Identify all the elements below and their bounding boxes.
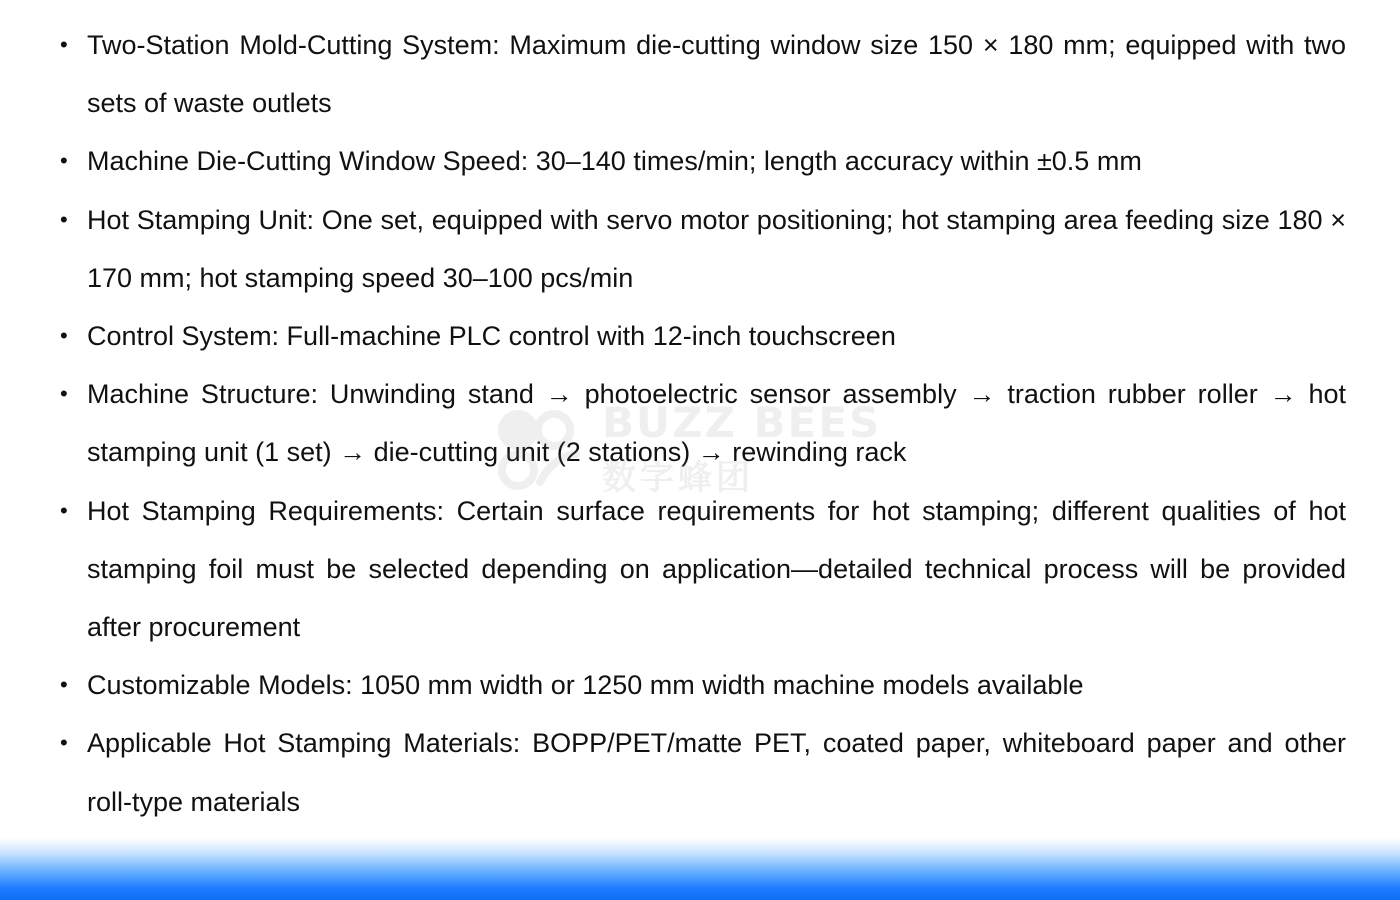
spec-item-machine-structure	[60, 365, 1346, 481]
bullet-icon: •	[60, 497, 68, 523]
spec-list	[0, 16, 1400, 831]
spec-item-window-speed	[60, 132, 1346, 190]
spec-item-text: Applicable Hot Stamping Materials: BOPP/PET/matte PET, coated paper, whiteboard paper and other roll-type materials	[87, 728, 1346, 817]
spec-item-hot-stamping-unit	[60, 191, 1346, 307]
spec-item-text: Customizable Models: 1050 mm width or 1250 mm width machine models available	[87, 670, 1084, 701]
spec-item-text: Machine Structure: Unwinding stand → photoelectric sensor assembly → traction rubber roller → hot stamping unit (1 set) → die-cutting unit (2 stations) → rewinding rack	[87, 379, 1346, 468]
spec-item-text: Machine Die-Cutting Window Speed: 30–140 times/min; length accuracy within ±0.5 mm	[87, 146, 1142, 177]
bullet-icon: •	[60, 672, 68, 698]
bullet-icon: •	[60, 730, 68, 756]
bullet-icon: •	[60, 206, 68, 232]
footer-gradient-band	[0, 838, 1400, 900]
spec-item-customizable-models	[60, 656, 1346, 714]
spec-item-control-system	[60, 307, 1346, 365]
bullet-icon: •	[60, 381, 68, 407]
spec-item-text: Control System: Full-machine PLC control with 12-inch touchscreen	[87, 321, 896, 352]
watermark-text-en: BUZZ BEES	[602, 398, 882, 447]
spec-item-text: Hot Stamping Requirements: Certain surface requirements for hot stamping; different qualities of hot stamping foil must be selected depending on application—detailed technical process will be provided after procurement	[87, 495, 1346, 643]
spec-item-applicable-materials	[60, 714, 1346, 830]
bullet-icon: •	[60, 32, 68, 57]
spec-item-text: Hot Stamping Unit: One set, equipped with servo motor positioning; hot stamping area feeding size 180 × 170 mm; hot stamping speed 30–100 pcs/min	[87, 204, 1346, 293]
bullet-icon: •	[60, 323, 68, 349]
watermark-text-cn: 数字蜂团	[602, 458, 754, 498]
spec-item-hot-stamping-requirements	[60, 482, 1346, 657]
spec-item-text: Two-Station Mold-Cutting System: Maximum die-cutting window size 150 × 180 mm; equipped with two sets of waste outlets	[87, 30, 1346, 119]
spec-item-die-cutting-system	[60, 16, 1346, 132]
bullet-icon: •	[60, 148, 68, 174]
